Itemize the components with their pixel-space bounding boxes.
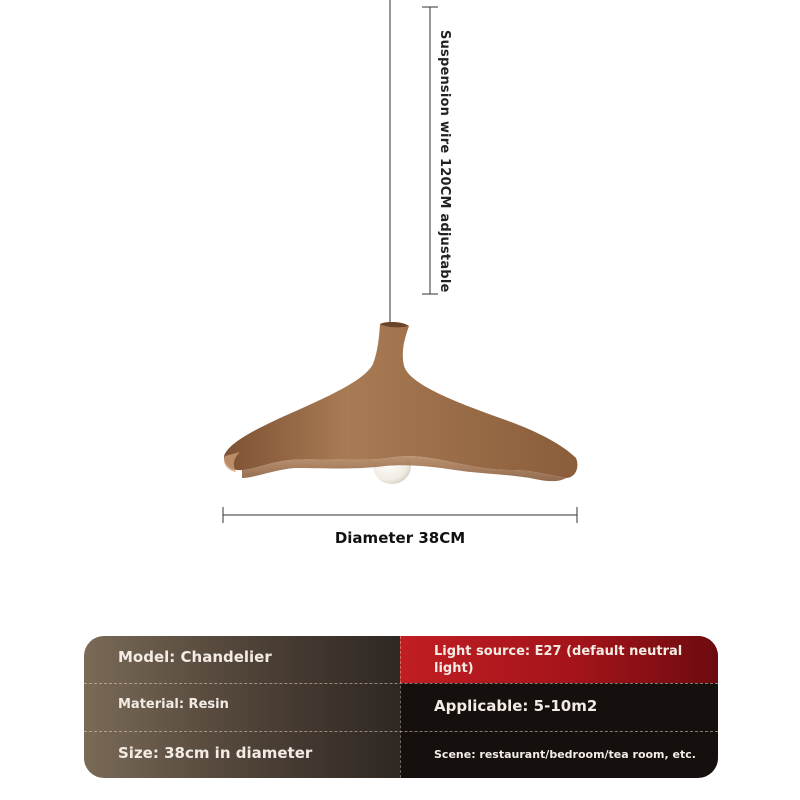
row-divider	[84, 731, 718, 732]
suspension-wire-label: Suspension wire 120CM adjustable	[437, 30, 452, 293]
spec-scene: Scene: restaurant/bedroom/tea room, etc.	[434, 748, 696, 761]
spec-material: Material: Resin	[118, 697, 229, 712]
spec-model: Model: Chandelier	[118, 648, 272, 666]
row-divider	[84, 683, 718, 684]
spec-light-source: Light source: E27 (default neutral light)	[434, 644, 683, 676]
diameter-label: Diameter 38CM	[334, 529, 466, 547]
spec-size: Size: 38cm in diameter	[118, 744, 313, 762]
spec-applicable: Applicable: 5-10m2	[434, 697, 598, 715]
lamp-shade	[224, 322, 577, 478]
column-divider	[400, 636, 401, 778]
spec-table	[84, 636, 718, 778]
